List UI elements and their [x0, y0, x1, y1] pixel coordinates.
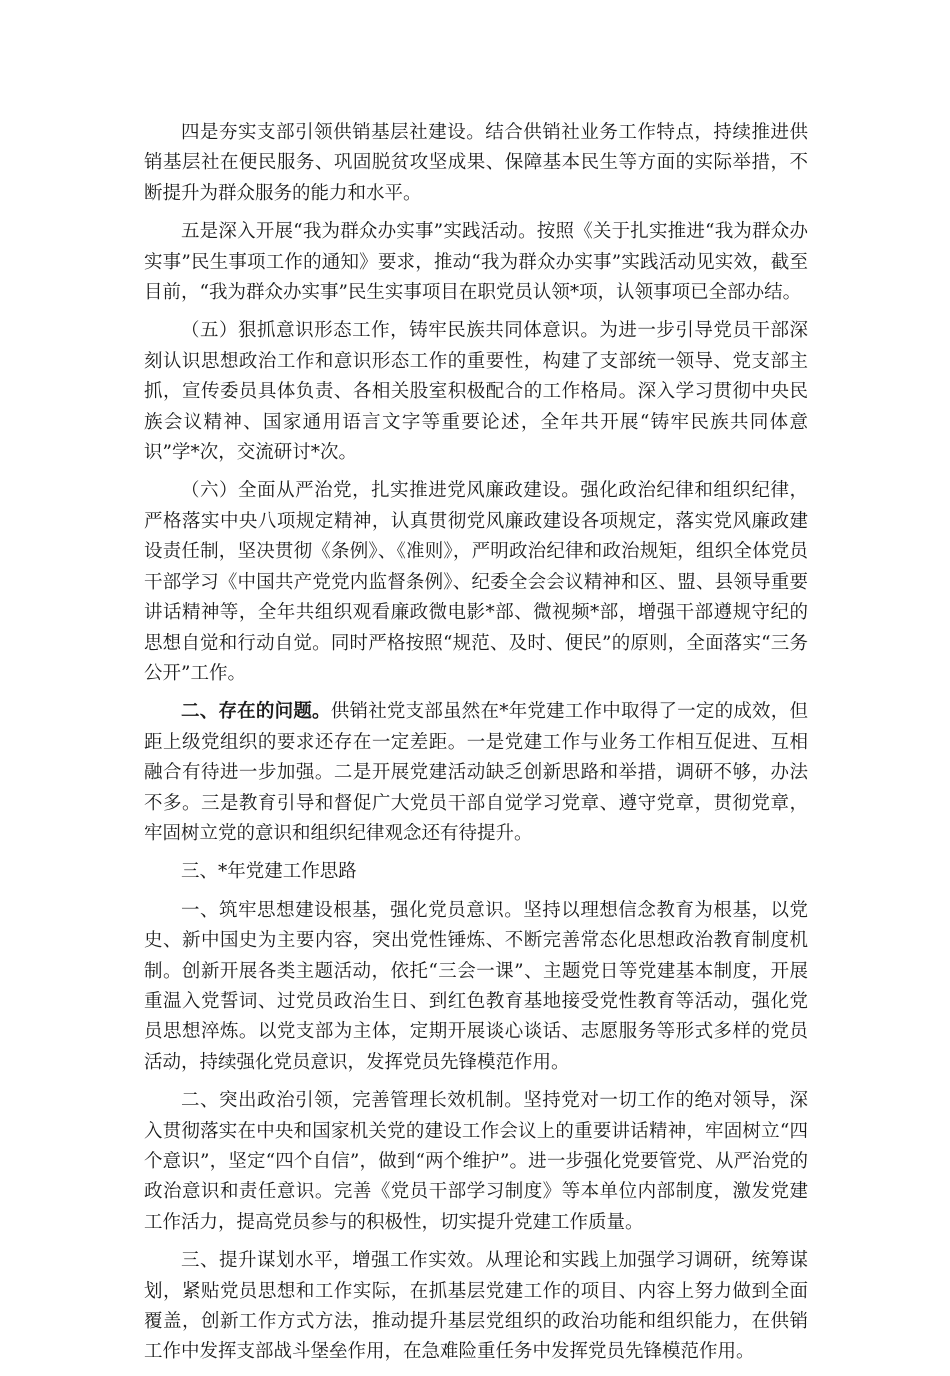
paragraph-ideological-foundation — [144, 896, 808, 1078]
document-body — [144, 118, 808, 1376]
paragraph-five-practical-matters — [144, 217, 808, 308]
paragraph-political-guidance — [144, 1086, 808, 1238]
paragraph-four-supply-coop — [144, 118, 808, 209]
paragraph-ideology-work — [144, 316, 808, 468]
paragraph-planning-level — [144, 1246, 808, 1368]
section-heading-problems: 二、存在的问题。 — [181, 701, 331, 723]
paragraph-text: （六）全面从严治党，扎实推进党风廉政建设。强化政治纪律和组织纪律，严格落实中央八项规定精神，认真贯彻党风廉政建设各项规定，落实党风廉政建设责任制，坚决贯彻《条例》、《准则》，严明政治纪律和政治规矩，组织全体党员干部学习《中国共产党党内监督条例》、纪委全会会议精神和区、盟、县领导重要讲话精神等，全年共组织观看廉政微电影*部、微视频*部，增强干部遵规守纪的思想自觉和行动自觉。同时严格按照“规范、及时、便民”的原则，全面落实“三务公开”工作。 — [144, 480, 808, 684]
paragraph-existing-problems — [144, 697, 808, 849]
paragraph-text: 三、提升谋划水平，增强工作实效。从理论和实践上加强学习调研，统筹谋划，紧贴党员思想和工作实际，在抓基层党建工作的项目、内容上努力做到全面覆盖，创新工作方式方法，推动提升基层党组织的政治功能和组织能力，在供销工作中发挥支部战斗堡垒作用，在急难险重任务中发挥党员先锋模范作用。 — [144, 1250, 808, 1363]
paragraph-party-discipline — [144, 476, 808, 689]
paragraph-text: 四是夯实支部引领供销基层社建设。结合供销社业务工作特点，持续推进供销基层社在便民服务、巩固脱贫攻坚成果、保障基本民生等方面的实际举措，不断提升为群众服务的能力和水平。 — [144, 122, 808, 204]
paragraph-text: 五是深入开展“我为群众办实事”实践活动。按照《关于扎实推进“我为群众办实事”民生事项工作的通知》要求，推动“我为群众办实事”实践活动见实效，截至目前，“我为群众办实事”民生实事项目在职党员认领*项，认领事项已全部办结。 — [144, 221, 808, 304]
paragraph-text: （五）狠抓意识形态工作，铸牢民族共同体意识。为进一步引导党员干部深刻认识思想政治工作和意识形态工作的重要性，构建了支部统一领导、党支部主抓，宣传委员具体负责、各相关股室积极配合的工作格局。深入学习贯彻中央民族会议精神、国家通用语言文字等重要论述，全年共开展“铸牢民族共同体意识”学*次，交流研讨*次。 — [144, 320, 808, 464]
paragraph-text: 一、筑牢思想建设根基，强化党员意识。坚持以理想信念教育为根基，以党史、新中国史为主要内容，突出党性锤炼、不断完善常态化思想政治教育制度机制。创新开展各类主题活动，依托“三会一课”、主题党日等党建基本制度，开展重温入党誓词、过党员政治生日、到红色教育基地接受党性教育等活动，强化党员思想淬炼。以党支部为主体，定期开展谈心谈话、志愿服务等形式多样的党员活动，持续强化党员意识，发挥党员先锋模范作用。 — [144, 899, 808, 1073]
paragraph-text: 供销社党支部虽然在*年党建工作中取得了一定的成效，但距上级党组织的要求还存在一定差距。一是党建工作与业务工作相互促进、互相融合有待进一步加强。二是开展党建活动缺乏创新思路和举措，调研不够，办法不多。三是教育引导和督促广大党员干部自觉学习党章、遵守党章，贯彻党章，牢固树立党的意识和组织纪律观念还有待提升。 — [144, 701, 808, 844]
paragraph-text: 二、突出政治引领，完善管理长效机制。坚持党对一切工作的绝对领导，深入贯彻落实在中央和国家机关党的建设工作会议上的重要讲话精神，牢固树立“四个意识”，坚定“四个自信”，做到“两个维护”。进一步强化党要管党、从严治党的政治意识和责任意识。完善《党员干部学习制度》等本单位内部制度，激发党建工作活力，提高党员参与的积极性，切实提升党建工作质量。 — [144, 1090, 808, 1233]
heading-text: 三、*年党建工作思路 — [181, 861, 357, 883]
section-heading-work-plan — [144, 857, 808, 887]
